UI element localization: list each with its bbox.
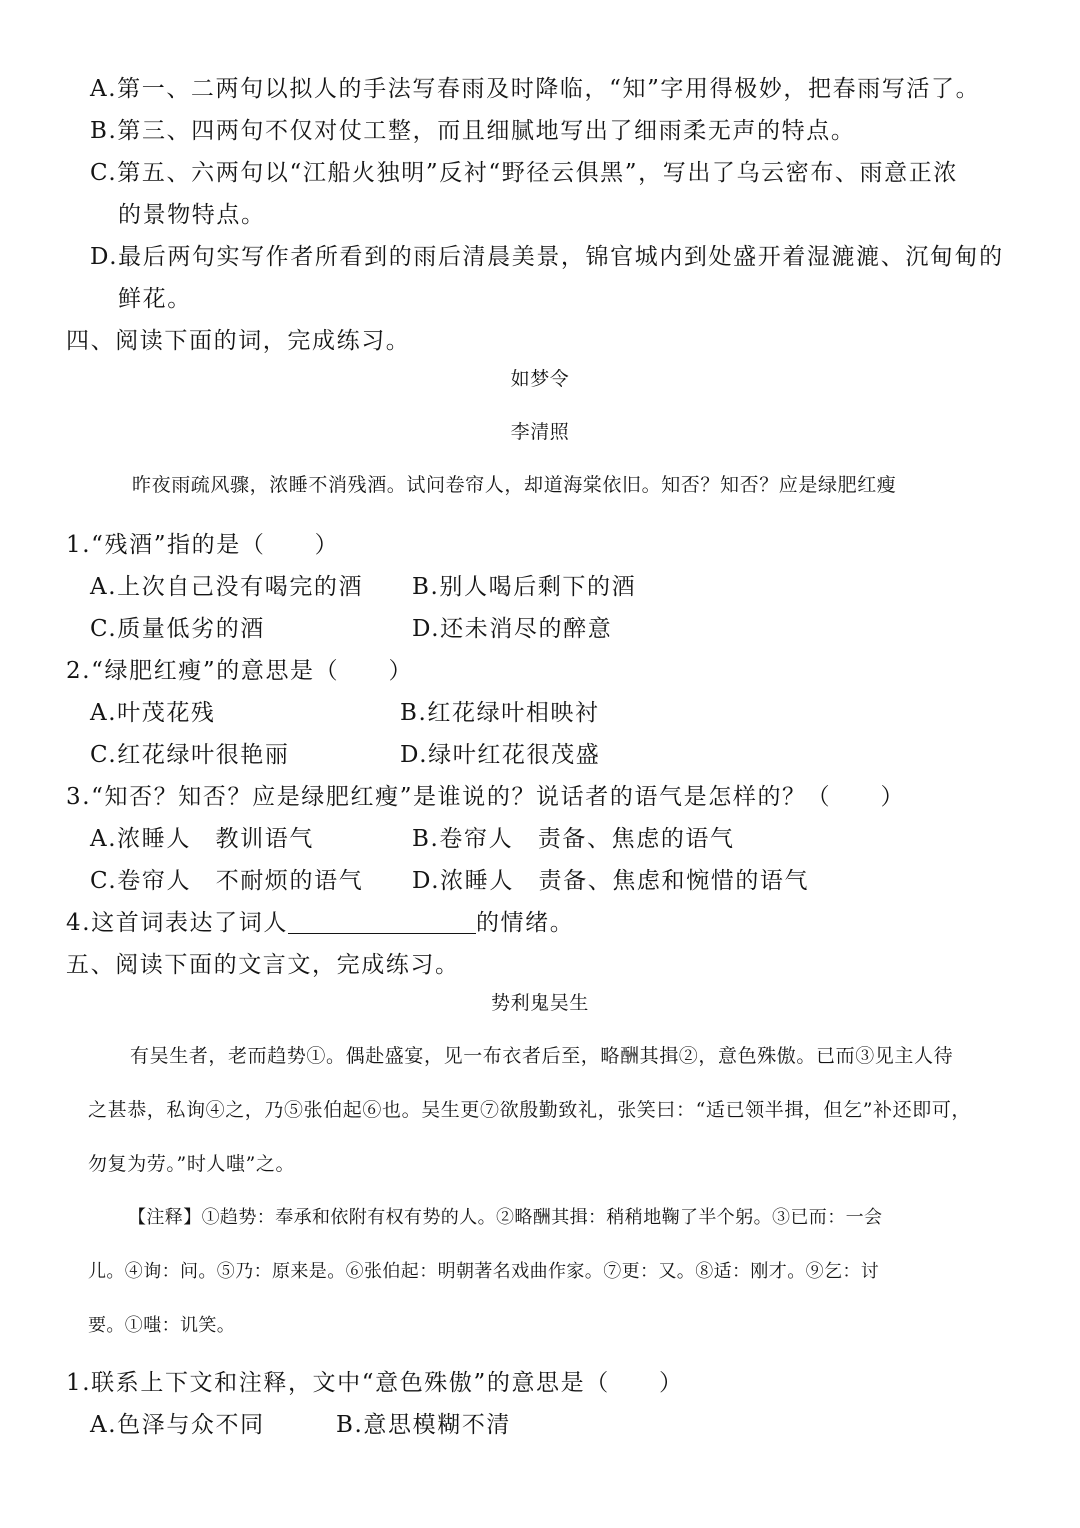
s5-q1-option-a: A.色泽与众不同	[90, 1412, 265, 1438]
s4-q3-option-b: B.卷帘人 责备、焦虑的语气	[412, 826, 735, 852]
poem-text: 昨夜雨疏风骤，浓睡不消残酒。试问卷帘人，却道海棠依旧。知否？知否？应是绿肥红瘦	[132, 474, 897, 496]
s4-q2-option-a: A.叶茂花残	[90, 700, 216, 726]
s4-q1-stem: 1.“残酒”指的是（ ）	[66, 532, 340, 558]
s4-q2-option-b: B.红花绿叶相映衬	[400, 700, 600, 726]
notes-line-2: 儿。④询：问。⑤乃：原来是。⑥张伯起：明朝著名戏曲作家。⑦更：又。⑧适：刚才。⑨乞：讨	[88, 1261, 880, 1282]
s4-q4-after: 的情绪。	[475, 910, 575, 936]
s4-q1-option-a: A.上次自己没有喝完的酒	[90, 574, 364, 600]
s4-q1-option-d: D.还未消尽的醉意	[412, 616, 613, 642]
s5-q1-option-b: B.意思模糊不清	[336, 1412, 512, 1438]
s4-q2-option-d: D.绿叶红花很茂盛	[400, 742, 601, 768]
option-a-text: A.第一、二两句以拟人的手法写春雨及时降临，“知”字用得极妙，把春雨写活了。	[90, 76, 981, 102]
s4-q3-option-c: C.卷帘人 不耐烦的语气	[90, 868, 364, 894]
option-c-text-cont: 的景物特点。	[118, 202, 266, 228]
passage-line-2: 之甚恭，私询④之，乃⑤张伯起⑥也。吴生更⑦欲殷勤致礼，张笑曰：“适已领半揖，但乞”补还即可，	[88, 1099, 972, 1121]
s4-q3-option-d: D.浓睡人 责备、焦虑和惋惜的语气	[412, 868, 810, 894]
option-c-text: C.第五、六两句以“江船火独明”反衬“野径云俱黑”，写出了乌云密布、雨意正浓	[90, 160, 958, 186]
section5-heading: 五、阅读下面的文言文，完成练习。	[66, 952, 460, 978]
s4-q2-stem: 2.“绿肥红瘦”的意思是（ ）	[66, 658, 414, 684]
s4-q2-option-c: C.红花绿叶很艳丽	[90, 742, 290, 768]
passage-title: 势利鬼吴生	[490, 992, 589, 1014]
notes-line-1: 【注释】①趋势：奉承和依附有权有势的人。②略酬其揖：稍稍地鞠了半个躬。③已而：一会	[128, 1207, 883, 1228]
answer-blank[interactable]	[288, 911, 476, 934]
s4-q1-option-b: B.别人喝后剩下的酒	[412, 574, 637, 600]
option-d-text: D.最后两句实写作者所看到的雨后清晨美景，锦官城内到处盛开着湿漉漉、沉甸甸的	[90, 244, 1004, 270]
poem-author: 李清照	[510, 421, 570, 443]
s4-q3-option-a: A.浓睡人 教训语气	[90, 826, 314, 852]
option-b-text: B.第三、四两句不仅对仗工整，而且细腻地写出了细雨柔无声的特点。	[90, 118, 856, 144]
option-d-text-cont: 鲜花。	[118, 286, 192, 312]
s4-q1-option-c: C.质量低劣的酒	[90, 616, 265, 642]
passage-line-1: 有吴生者，老而趋势①。偶赴盛宴，见一布衣者后至，略酬其揖②，意色殊傲。已而③见主人待	[130, 1045, 954, 1067]
s4-q4-before: 4.这首词表达了词人	[66, 910, 288, 936]
poem-title: 如梦令	[510, 368, 570, 390]
passage-line-3: 勿复为劳。”时人嗤”之。	[88, 1153, 296, 1175]
s4-q4	[66, 904, 574, 937]
s4-q3-stem: 3.“知否？知否？应是绿肥红瘦”是谁说的？说话者的语气是怎样的？（ ）	[66, 784, 906, 810]
s5-q1-stem: 1.联系上下文和注释，文中“意色殊傲”的意思是（ ）	[66, 1370, 684, 1396]
notes-line-3: 要。①嗤：讥笑。	[88, 1315, 236, 1336]
section4-heading: 四、阅读下面的词，完成练习。	[66, 328, 411, 354]
